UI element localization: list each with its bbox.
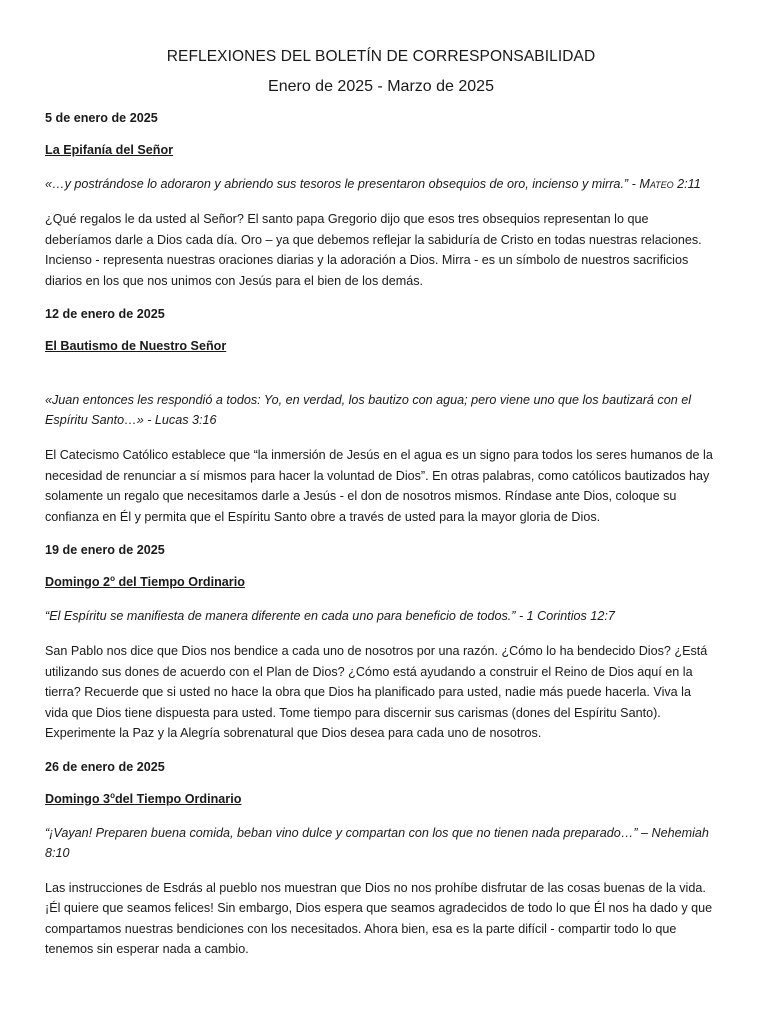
feast-title-rest: del Tiempo Ordinario xyxy=(114,575,245,589)
feast-title xyxy=(45,574,717,591)
reflection-paragraph: El Catecismo Católico establece que “la inmersión de Jesús en el agua es un signo para todos los seres humanos de la necesidad de renunciar a sí mismos para hacer la voluntad de Dios”. En otras palabras, como católicos bautizados hay solamente un regalo que necesitamos darle a Jesús - el don de nosotros mismos. Ríndase ante Dios, coloque su confianza en Él y permita que el Espíritu Santo obre a través de usted para la mayor gloria de Dios. xyxy=(45,448,713,524)
scripture-quote xyxy=(45,174,717,194)
feast-title-main: Domingo 2 xyxy=(45,575,111,589)
ordinal-superscript: o xyxy=(110,790,115,800)
feast-title xyxy=(45,791,717,808)
entry-date: 5 de enero de 2025 xyxy=(45,111,158,125)
entry-date: 12 de enero de 2025 xyxy=(45,307,165,321)
feast-title: El Bautismo de Nuestro Señor xyxy=(45,339,227,353)
entry-date: 19 de enero de 2025 xyxy=(45,543,165,557)
scripture-quote: “El Espíritu se manifiesta de manera diferente en cada uno para beneficio de todos.” - 1 Corintios 12:7 xyxy=(45,609,615,623)
document-title: REFLEXIONES DEL BOLETÍN DE CORRESPONSABILIDAD xyxy=(166,48,596,65)
scripture-quote-text: «…y postrándose lo adoraron y abriendo sus tesoros le presentaron obsequios de oro, incienso y mirra.” - xyxy=(45,177,640,191)
scripture-reference: Mateo 2:11 xyxy=(639,177,701,191)
feast-title: La Epifanía del Señor xyxy=(45,143,174,157)
reflection-paragraph: ¿Qué regalos le da usted al Señor? El santo papa Gregorio dijo que esos tres obsequios representan lo que deberíamos darle a Dios cada día. Oro – ya que debemos reflejar la sabiduría de Cristo en todas nuestras relaciones. Incienso - representa nuestras oraciones diarias y la adoración a Dios. Mirra - es un símbolo de nuestros sacrificios diarios en los que nos unimos con Jesús para el bien de los demás. xyxy=(45,212,702,288)
reflection-paragraph: San Pablo nos dice que Dios nos bendice a cada uno de nosotros por una razón. ¿Cómo lo ha bendecido Dios? ¿Está utilizando sus dones de acuerdo con el Plan de Dios? ¿Cómo está ayudando a construir el Reino de Dios aquí en la tierra? Recuerde que si usted no hace la obra que Dios ha planificado para usted, nadie más puede hacerla. Viva la vida que Dios tiene dispuesta para usted. Tome tiempo para discernir sus carismas (dones del Espíritu Santo). Experimente la Paz y la Alegría sobrenatural que Dios desea para cada uno de nosotros. xyxy=(45,644,708,740)
scripture-quote: “¡Vayan! Preparen buena comida, beban vino dulce y compartan con los que no tienen nada preparado…” – Nehemiah 8:10 xyxy=(45,825,709,860)
document-page xyxy=(45,48,717,975)
scripture-quote: «Juan entonces les respondió a todos: Yo, en verdad, los bautizo con agua; pero viene uno que los bautizará con el Espíritu Santo…» - Lucas 3:16 xyxy=(45,393,692,427)
document-subtitle: Enero de 2025 - Marzo de 2025 xyxy=(268,78,494,95)
feast-title-rest: del Tiempo Ordinario xyxy=(114,791,242,806)
ordinal-superscript: o xyxy=(110,573,115,583)
entry-date: 26 de enero de 2025 xyxy=(45,759,165,774)
reflection-paragraph: Las instrucciones de Esdrás al pueblo nos muestran que Dios no nos prohíbe disfrutar de las cosas buenas de la vida. ¡Él quiere que seamos felices! Sin embargo, Dios espera que seamos agradecidos de todo lo que Él nos ha dado y que compartamos nuestras bendiciones con los necesitados. Ahora bien, esa es la parte difícil - compartir todo lo que tenemos sin esperar nada a cambio. xyxy=(45,880,713,956)
feast-title-main: Domingo 3 xyxy=(45,791,111,806)
